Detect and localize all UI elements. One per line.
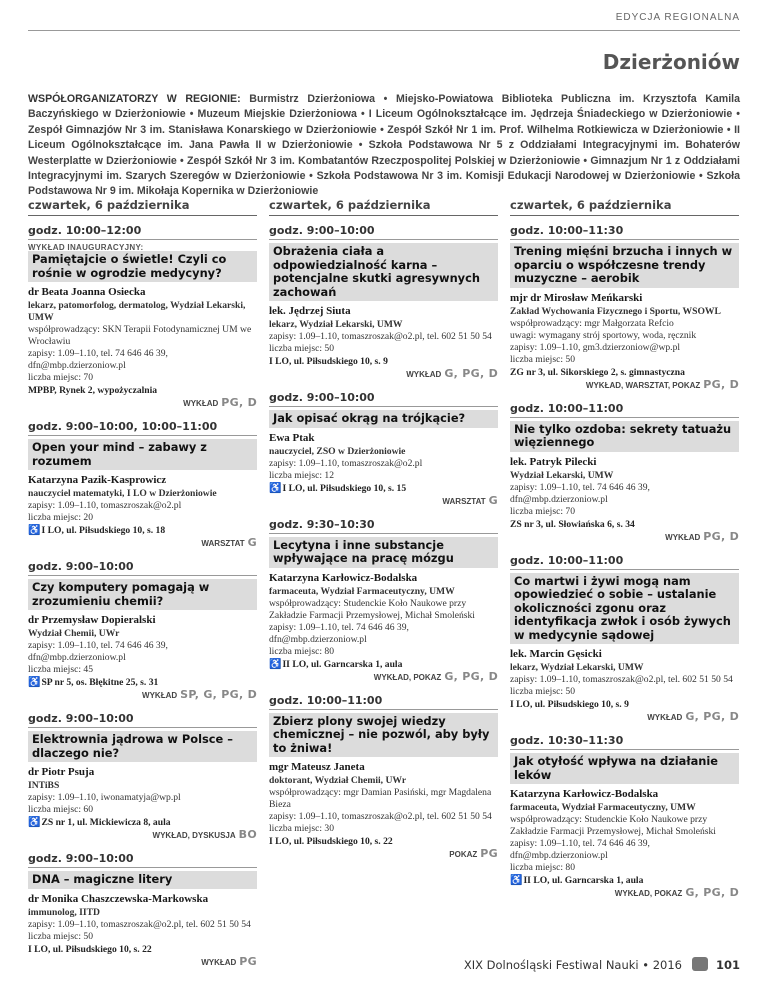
- event-speaker: lek. Jędrzej Siuta: [269, 305, 351, 317]
- event-audience-tags: SP, G, PG, D: [180, 688, 257, 701]
- event-detail-line: zapisy: 1.09–1.10, tel. 74 646 46 39, dfn@mbp.dzierzoniow.pl: [28, 348, 168, 371]
- event-detail-line: liczba miejsc: 70: [28, 372, 94, 383]
- event-form: WARSZTAT: [201, 539, 245, 548]
- event-speaker: dr Beata Joanna Osiecka: [28, 286, 146, 298]
- event-form: WYKŁAD: [201, 957, 237, 967]
- event-speaker: dr Monika Chaszczewska-Markowska: [28, 892, 209, 905]
- event-time: godz. 9:00–10:00: [28, 560, 257, 576]
- event-form: WYKŁAD: [142, 691, 178, 700]
- event-time: godz. 9:00–10:00: [269, 391, 498, 407]
- schedule-column: [269, 198, 498, 871]
- event-detail-line: liczba miejsc: 60: [28, 804, 94, 815]
- event-detail-line: liczba miejsc: 30: [269, 823, 335, 834]
- event-detail-line: Wydział Lekarski, UMW: [510, 469, 614, 481]
- event-format: [269, 494, 498, 507]
- event-detail-line: liczba miejsc: 50: [28, 930, 94, 942]
- event-detail-line: liczba miejsc: 50: [510, 686, 576, 697]
- event-title: Lecytyna i inne substancje wpływające na pracę mózgu: [269, 537, 498, 568]
- event-speaker: mjr dr Mirosław Meńkarski: [510, 291, 643, 304]
- event-place-text: I LO, ul. Piłsudskiego 10, s. 22: [269, 836, 393, 847]
- event-detail-line: zapisy: 1.09–1.10, tomaszroszak@o2.pl, tel. 602 51 50 54: [510, 674, 733, 685]
- event-format: [28, 828, 257, 841]
- event-place-text: MPBP, Rynek 2, wypożyczalnia: [28, 385, 158, 396]
- event-item: [510, 224, 739, 391]
- wheelchair-icon: ♿: [28, 817, 41, 828]
- event-audience-tags: G, PG, D: [444, 367, 498, 380]
- wheelchair-icon: ♿: [269, 658, 282, 670]
- event-format: [269, 367, 498, 380]
- edition-label: EDYCJA REGIONALNA: [615, 12, 740, 23]
- event-format: [269, 670, 498, 683]
- event-time: godz. 10:00–11:00: [510, 402, 739, 418]
- event-detail-line: współprowadzący: mgr Damian Pasiński, mgr Magdalena Bieza: [269, 787, 492, 810]
- event-form: POKAZ: [449, 850, 478, 859]
- day-header: czwartek, 6 października: [510, 198, 739, 216]
- page-number: 101: [715, 958, 740, 972]
- event-detail-line: zapisy: 1.09–1.10, tel. 74 646 46 39, dfn@mbp.dzierzoniow.pl: [510, 838, 650, 861]
- event-detail-line: farmaceuta, Wydział Farmaceutyczny, UMW: [269, 585, 455, 597]
- event-time: godz. 10:30–11:30: [510, 734, 739, 750]
- event-place-text: I LO, ul. Piłsudskiego 10, s. 9: [510, 699, 629, 710]
- event-place-text: I LO, ul. Piłsudskiego 10, s. 18: [41, 525, 166, 536]
- event-detail-line: immunolog, IITD: [28, 906, 100, 918]
- organizers-label: WSPÓŁORGANIZATORZY W REGIONIE:: [28, 93, 241, 105]
- event-format: [510, 886, 739, 899]
- page-title: Dzierżoniów: [602, 50, 740, 74]
- event-audience-tags: PG: [239, 954, 257, 968]
- wheelchair-icon: ♿: [269, 482, 282, 494]
- event-detail-line: liczba miejsc: 70: [510, 505, 576, 517]
- event-place-text: ZS nr 1, ul. Mickiewicza 8, aula: [41, 817, 171, 828]
- event-detail-line: liczba miejsc: 50: [269, 343, 335, 354]
- event-time: godz. 9:00–10:00: [28, 712, 257, 728]
- event-detail-line: lekarz, Wydział Lekarski, UMW: [269, 319, 403, 330]
- event-title: Jak opisać okrąg na trójkącie?: [269, 410, 498, 428]
- event-detail-line: zapisy: 1.09–1.10, tomaszroszak@o2.pl, tel. 602 51 50 54: [28, 918, 251, 930]
- event-form: WARSZTAT: [442, 496, 486, 506]
- event-audience-tags: PG, D: [221, 396, 257, 409]
- event-time: godz. 9:00–10:00: [28, 852, 257, 868]
- event-detail-line: współprowadzący: SKN Terapii Fotodynamicznej UM we Wrocławiu: [28, 324, 252, 347]
- event-detail-line: zapisy: 1.09–1.10, tel. 74 646 46 39, dfn@mbp.dzierzoniow.pl: [510, 481, 650, 505]
- event-format: [510, 378, 739, 391]
- organizers-paragraph: [28, 92, 740, 200]
- event-time: godz. 9:30–10:30: [269, 518, 498, 534]
- event-title: Obrażenia ciała a odpowiedzialność karna – potencjalne skutki agresywnych zachowań: [269, 243, 498, 301]
- event-audience-tags: PG, D: [703, 529, 739, 543]
- event-form: WYKŁAD, POKAZ: [614, 889, 683, 898]
- event-speaker: dr Piotr Psuja: [28, 766, 95, 778]
- event-title: Jak otyłość wpływa na działanie leków: [510, 753, 739, 784]
- event-detail-line: lekarz, Wydział Lekarski, UMW: [510, 662, 644, 673]
- event-detail-line: lekarz, patomorfolog, dermatolog, Wydział Lekarski, UMW: [28, 300, 246, 323]
- event-form: WYKŁAD: [647, 713, 683, 722]
- schedule-column: [28, 198, 257, 979]
- event-detail-line: liczba miejsc: 45: [28, 664, 94, 675]
- event-title: Pamiętajcie o świetle! Czyli co rośnie w ogrodzie medycyny?: [28, 251, 257, 282]
- event-detail-line: zapisy: 1.09–1.10, tomaszroszak@o2.pl: [269, 457, 423, 469]
- event-detail-line: współprowadzący: Studenckie Koło Naukowe przy Zakładzie Farmacji Przemysłowej, Michał Smoleński: [269, 597, 475, 621]
- event-time: godz. 10:00–12:00: [28, 224, 257, 240]
- wheelchair-icon: ♿: [510, 875, 523, 886]
- event-detail-line: zapisy: 1.09–1.10, tel. 74 646 46 39, dfn@mbp.dzierzoniow.pl: [28, 640, 168, 663]
- event-time: godz. 9:00–10:00, 10:00–11:00: [28, 420, 257, 436]
- event-detail-line: liczba miejsc: 80: [269, 645, 335, 657]
- event-title: Elektrownia jądrowa w Polsce – dlaczego nie?: [28, 731, 257, 762]
- event-item: [28, 420, 257, 549]
- event-detail-line: INTiBS: [28, 780, 60, 791]
- page-footer: [464, 957, 740, 972]
- event-audience-tags: PG, D: [703, 377, 739, 391]
- event-detail-line: liczba miejsc: 20: [28, 512, 94, 523]
- event-detail-line: współprowadzący: mgr Małgorzata Refcio: [510, 317, 674, 329]
- event-title: Co martwi i żywi mogą nam opowiedzieć o sobie – ustalanie okoliczności zgonu oraz identyfikacja zwłok i osób żywych w medycynie sądowej: [510, 573, 739, 645]
- event-place-text: I LO, ul. Piłsudskiego 10, s. 9: [269, 356, 388, 367]
- top-rule: [28, 0, 740, 31]
- event-detail-line: zapisy: 1.09–1.10, gm3.dzierzoniow@wp.pl: [510, 341, 681, 353]
- event-time: godz. 10:00–11:00: [510, 554, 739, 570]
- event-audience-tags: G, PG, D: [444, 669, 498, 683]
- event-audience-tags: PG: [480, 847, 498, 860]
- event-detail-line: zapisy: 1.09–1.10, iwonamatyja@wp.pl: [28, 792, 181, 803]
- event-item: [269, 224, 498, 380]
- event-place-text: ZS nr 3, ul. Słowiańska 6, s. 34: [510, 518, 635, 530]
- event-form: WYKŁAD: [183, 399, 219, 408]
- event-format: [269, 847, 498, 860]
- event-place-text: ZG nr 3, ul. Sikorskiego 2, s. gimnastyczna: [510, 366, 685, 378]
- event-format: [510, 710, 739, 723]
- event-speaker: mgr Mateusz Janeta: [269, 761, 365, 773]
- event-place-text: II LO, ul. Garncarska 1, aula: [523, 875, 644, 886]
- event-title: Open your mind – zabawy z rozumem: [28, 439, 257, 470]
- event-format: [28, 688, 257, 701]
- event-speaker: lek. Patryk Pilecki: [510, 455, 597, 468]
- event-title: Zbierz plony swojej wiedzy chemicznej – nie pozwól, aby były to żniwa!: [269, 713, 498, 758]
- event-detail-line: liczba miejsc: 12: [269, 469, 335, 481]
- day-header: czwartek, 6 października: [269, 198, 498, 216]
- event-title: Nie tylko ozdoba: sekrety tatuażu więziennego: [510, 421, 739, 452]
- event-detail-line: Wydział Chemii, UWr: [28, 628, 120, 639]
- event-item: [28, 712, 257, 841]
- event-detail-line: zapisy: 1.09–1.10, tomaszroszak@o2.pl, tel. 602 51 50 54: [269, 331, 492, 342]
- event-form: WYKŁAD, DYSKUSJA: [152, 831, 236, 840]
- event-item: [510, 402, 739, 543]
- event-format: [28, 536, 257, 549]
- event-place-text: SP nr 5, os. Błękitne 25, s. 31: [41, 677, 159, 688]
- event-detail-line: liczba miejsc: 80: [510, 862, 576, 873]
- event-detail-line: farmaceuta, Wydział Farmaceutyczny, UMW: [510, 802, 696, 813]
- organizers-text: Burmistrz Dzierżoniowa • Miejsko-Powiatowa Biblioteka Publiczna im. Krzysztofa Kamila Baczyńskiego w Dzierżoniowie • Muzeum Miejskie Dzierżoniowa • I Liceum Ogólnokształcące im. Jędrzeja Śniadeckiego w Dzierżoniowie • Zespół Gimnazjów Nr 3 im. Stanisława Konarskiego w Dzierżoniowie • Zespół Szkół Nr 1 im. Prof. Wilhelma Rotkiewicza w Dzierżoniowie • II Liceum Ogólnokształcące im. Jana Pawła II w Dzierżoniowie • Szkoła Podstawowa Nr 5 z Oddziałami Integracyjnymi im. Bohaterów Westerplatte w Dzierżoniowie • Zespół Szkół Nr 3 im. Kombatantów Rzeczpospolitej Polskiej w Dzierżoniowie • Gimnazjum Nr 1 z Oddziałami Integracyjnymi im. Szarych Szeregów w Dzierżoniowie • Szkoła Podstawowa Nr 3 im. Komisji Edukacji Narodowej w Dzierżoniowie • Szkoła Podstawowa Nr 9 im. Mikołaja Kopernika w Dzierżoniowie: [28, 93, 740, 198]
- event-item: [269, 694, 498, 861]
- event-place-text: II LO, ul. Garncarska 1, aula: [282, 658, 403, 670]
- event-speaker: Katarzyna Karłowicz-Bodalska: [269, 571, 418, 584]
- event-speaker: Ewa Ptak: [269, 431, 315, 444]
- event-format: [28, 396, 257, 409]
- event-item: [269, 518, 498, 683]
- event-form: WYKŁAD: [665, 532, 701, 542]
- event-format: [28, 955, 257, 968]
- event-speaker: lek. Marcin Gęsicki: [510, 648, 602, 660]
- event-detail-line: doktorant, Wydział Chemii, UWr: [269, 775, 407, 786]
- event-audience-tags: G: [488, 493, 498, 507]
- event-item: [28, 560, 257, 701]
- event-detail-line: zapisy: 1.09–1.10, tel. 74 646 46 39, dfn@mbp.dzierzoniow.pl: [269, 621, 409, 645]
- event-title: DNA – magiczne litery: [28, 871, 257, 889]
- event-detail-line: Zakład Wychowania Fizycznego i Sportu, WSOWL: [510, 305, 721, 317]
- schedule-column: [510, 198, 739, 910]
- event-title: Trening mięśni brzucha i innych w oparciu o współczesne trendy muzyczne – aerobik: [510, 243, 739, 288]
- event-format: [510, 530, 739, 543]
- event-time: godz. 10:00–11:30: [510, 224, 739, 240]
- event-speaker: dr Przemysław Dopieralski: [28, 614, 156, 626]
- event-prefix: WYKŁAD INAUGURACYJNY:: [28, 243, 144, 252]
- event-title: Czy komputery pomagają w zrozumieniu chemii?: [28, 579, 257, 610]
- event-form: WYKŁAD, POKAZ: [373, 672, 442, 682]
- event-detail-line: nauczyciel, ZSO w Dzierżoniowie: [269, 445, 406, 457]
- event-time: godz. 10:00–11:00: [269, 694, 498, 710]
- event-item: [28, 852, 257, 968]
- event-detail-line: uwagi: wymagany strój sportowy, woda, ręcznik: [510, 329, 697, 341]
- event-item: [510, 734, 739, 899]
- event-place-text: I LO, ul. Piłsudskiego 10, s. 15: [282, 482, 407, 494]
- wheelchair-icon: ♿: [28, 525, 41, 536]
- event-place-text: I LO, ul. Piłsudskiego 10, s. 22: [28, 943, 152, 955]
- event-form: WYKŁAD, WARSZTAT, POKAZ: [585, 380, 701, 390]
- event-audience-tags: G, PG, D: [685, 886, 739, 899]
- event-detail-line: współprowadzący: Studenckie Koło Naukowe przy Zakładzie Farmacji Przemysłowej, Michał Smoleński: [510, 814, 716, 837]
- wheelchair-icon: ♿: [28, 677, 41, 688]
- event-detail-line: zapisy: 1.09–1.10, tomaszroszak@o2.pl: [28, 500, 182, 511]
- festival-name: XIX Dolnośląski Festiwal Nauki • 2016: [463, 958, 682, 972]
- event-speaker: Katarzyna Pazik-Kasprowicz: [28, 474, 167, 486]
- event-item: [510, 554, 739, 724]
- event-item: [269, 391, 498, 507]
- event-time: godz. 9:00–10:00: [269, 224, 498, 240]
- event-detail-line: nauczyciel matematyki, I LO w Dzierżoniowie: [28, 488, 217, 499]
- event-speaker: Katarzyna Karłowicz-Bodalska: [510, 788, 659, 800]
- event-item: [28, 224, 257, 409]
- event-audience-tags: BO: [238, 828, 257, 841]
- event-audience-tags: G: [247, 536, 257, 549]
- event-detail-line: liczba miejsc: 50: [510, 353, 576, 365]
- day-header: czwartek, 6 października: [28, 198, 257, 216]
- event-detail-line: zapisy: 1.09–1.10, tomaszroszak@o2.pl, tel. 602 51 50 54: [269, 811, 492, 822]
- event-form: WYKŁAD: [406, 370, 442, 379]
- event-audience-tags: G, PG, D: [685, 710, 739, 723]
- festival-logo-icon: [692, 957, 708, 971]
